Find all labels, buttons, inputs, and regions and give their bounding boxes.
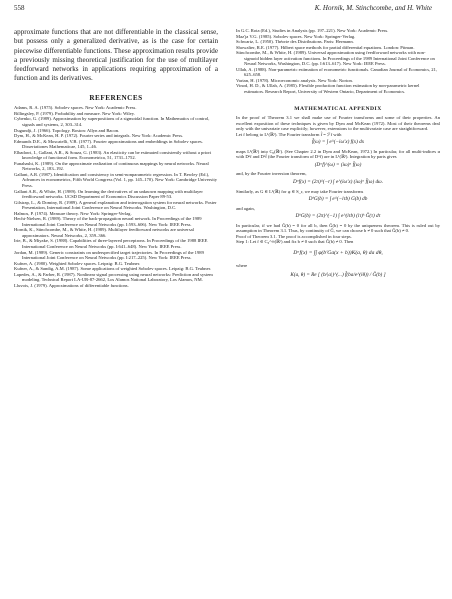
appendix-paragraph: and again, <box>236 205 255 211</box>
reference-entry: Elbadawi, I., Gallant, A.R., & Souza, G. (1983). An elasticity can be estimated consistently without a priori knowledge of functional form. Econometrica, 51, 1731–1752. <box>14 149 212 161</box>
appendix-body <box>236 115 440 278</box>
equation: Dᵅf(x) = (2π)^(−r) ∫ e^(iω′x) (iω)ᵅ f̂(ω) dω. <box>292 179 384 186</box>
reference-entry: Showalter, R.E. (1977). Hilbert space methods for partial differential equations. London: Pitman. <box>236 44 415 50</box>
reference-entry: Vinod, H. D., & Ullah, A. (1985). Flexible production function estimation by non-parametric kernel estimators. Research Report, University of Western Ontario, Department of Economics. <box>236 83 420 95</box>
equation: (Dᵅf)^(ω) = (iω)ᵅ f̂(ω) <box>314 161 362 168</box>
appendix-heading: MATHEMATICAL APPENDIX <box>294 105 382 112</box>
left-column <box>14 28 218 288</box>
equation: DᵏG(b) = ∫ e^(−iτb) G(b) db <box>308 196 368 203</box>
equation: DᵏG(b) = (2π)^(−1) ∫ e^(iτb) (iτ)ᵏ Ĝ(τ) dτ <box>295 213 381 220</box>
appendix-paragraph: In particular, if we had Ĝ(b) = 0 for all b, then Ĝ(b) = 0 by the uniqueness theorem. This is ruled out by assumption in Theorem 3.1. Thus, by continuity of Ĝ, we can choose b ≠ 0 such that Ĝ(b) ≠ 0. <box>236 222 440 234</box>
reference-entry: Funahashi, K. (1989). On the approximate realization of continuous mappings by neural networks. Neural Networks, 2, 183–192. <box>14 160 209 172</box>
reference-entry: In G.C. Rota (Ed.), Studies in Analysis (pp. 197–221). New York: Academic Press. <box>236 28 389 33</box>
equation: K(a, θ) = Re [ (b/|a|)^(...) f̂(ba/e^(iθ)) / Ĝ(b) ] <box>290 272 386 279</box>
reference-entry: Ullah, A. (1988). Non-parametric estimation of econometric functionals. Canadian Journal of Economics, 21, 625–658. <box>236 66 438 78</box>
appendix-paragraph: maps L¹(ℝʳ) into C₀(ℝʳ). (See Chapter 2.2 in Dym and McKean, 1972.) In particular, for all multi-indices α with Dᵅf and Dᵅf̂ (the Fourier transform of Dᵅf) are in L¹(ℝʳ). Integration by parts gives <box>236 148 440 160</box>
right-column <box>236 28 440 284</box>
appendix-paragraph: In the proof of Theorem 3.1 we shall make use of Fourier transforms and some of their properties. An excellent exposition of these techniques is given by Dym and McKean (1972). Most of their theorems deal only with the univariate case explicitly; however, extensions to the multivariate case are straightforward. <box>236 115 440 132</box>
reference-entry: Edmunds D.E., & Moscatelli, V.B. (1977). Fourier approximations and embeddings in Sobolev spaces. Dissertationes Mathematicae, 145, 1–46. <box>14 138 203 150</box>
reference-entry: Gallant A.R., & White, H. (1989). On learning the derivatives of an unknown mapping with multilayer feedforward networks. UCSD Department of Economics Discussion Paper 89-53. <box>14 188 203 200</box>
reference-entry: Varian, H. (1978). Microeconomic analysis. New York: Norton. <box>236 77 353 83</box>
appendix-paragraph: Proof of Theorem 3.1. The proof is accomplished in four steps. <box>236 233 352 239</box>
reference-entry: Halmos, P. (1974). Measure theory. New York: Springer-Verlag. <box>14 210 132 216</box>
equation: Dᵅf(x) = ∫∫ φ(b′Ga(x + b))K(a, θ) da dθ, <box>293 249 383 256</box>
reference-entry: Billingsley, P. (1979). Probability and measure. New York: Wiley. <box>14 110 135 116</box>
appendix-paragraph: Similarly, as G ∈ L¹(ℝ) for φ ∈ S_r, we may take Fourier transforms <box>236 188 364 194</box>
reference-entry: Dym, H., & McKean, H. P. (1972). Fourier series and integrals. New York: Academic Press. <box>14 133 184 139</box>
appendix-paragraph: Step 1: Let f ∈ C₀^∞(ℝʳ) and fix b ≠ 0 such that Ĝ(b) ≠ 0. Then <box>236 239 354 245</box>
reference-entry: Gilstrap, L., & Dominy, R. (1989). A general explanation and interrogation system for neural networks. Poster Presentation, International Joint Conference on Neural Networks. Washington, D.C. <box>14 199 217 211</box>
appendix-paragraph: and, by the Fourier inversion theorem, <box>236 171 307 177</box>
reference-entry: Gallant, A.R. (1987). Identification and consistency in semi-nonparametric regression. In T. Bewley (Ed.), Advances in econometrics, Fifth World Congress (Vol. 1, pp. 145–170). New York: Cambridge University Press. <box>14 171 218 188</box>
page-number: 558 <box>14 4 25 12</box>
reference-entry: Hecht-Nielsen, R. (1989). Theory of the back-propagation neural network. In Proceedings of the 1989 International Joint Conference on Neural Networks (pp. I:593–606). New York: IEEE Press. <box>14 216 202 227</box>
reference-entry: Kufner, A., & Sandig, A.M. (1987). Some applications of weighted Sobolev spaces. Leipzig: B.G. Teubner. <box>14 266 212 272</box>
intro-paragraph: approximate functions that are not differentiable in the classical sense, but possess only a generalized derivative, as is the case for certain piecewise differentiable functions. These approximation results provide a previously missing theoretical justification for the use of multilayer feedforward networks in applications requiring approximation of a function and its derivatives. <box>14 28 218 83</box>
reference-entry: Cybenko, G. (1989). Approximation by superpositions of a sigmoidal function. In Mathematics of control, signals and systems, 2, 303–314. <box>14 116 210 127</box>
right-reference-list <box>236 28 440 95</box>
reference-entry: Jordan, M. (1989). Generic constraints on underspecified target trajectories. In Proceedings of the 1989 International Joint Conference on Neural Networks (pp. I:217–225). New York: IEEE Press. <box>14 249 204 261</box>
left-reference-list <box>14 105 218 288</box>
reference-entry: Dugundji, J. (1966). Topology. Boston: Allyn and Bacon. <box>14 127 120 133</box>
running-header-authors: K. Hornik, M. Stinchcombe, and H. White <box>314 4 432 12</box>
reference-entry: Adams, R. A. (1975). Sobolev spaces. New York: Academic Press. <box>14 105 137 111</box>
appendix-paragraph: where <box>236 262 248 268</box>
appendix-paragraph: Let f belong to L¹(ℝʳ). The Fourier transform f̂ = ℱf with <box>236 131 342 137</box>
reference-entry: Stinchcombe, M., & White, H. (1989). Universal approximation using feedforward networks with non-sigmoid hidden layer activation functions. In Proceedings of the 1989 International Joint Conference on Neural Networks, Washington, D.C. (pp. I:613–617). New York: IEEE Press. <box>236 50 435 67</box>
reference-entry: Irie, B., & Miyake, S. (1988). Capabilities of three-layered perceptrons. In Proceedings of the 1988 IEEE International Conference on Neural Networks (pp. I:641–648). New York: IEEE Press. <box>14 238 208 249</box>
reference-entry: Schwartz, L. (1950). Théorie des Distributions. Paris: Hermann. <box>236 39 354 45</box>
reference-entry: Maz'ja V.G. (1985). Sobolev spaces. New York: Springer-Verlag. <box>236 33 356 39</box>
references-heading: REFERENCES <box>89 93 143 102</box>
reference-entry: Lapedes, A., & Farber, R. (1987). Nonlinear signal processing using neural networks: Prediction and system modeling. Technical Report LA-UR-87-2662, Los Alamos National Laboratory, Los Alamos, NM. <box>14 271 213 283</box>
equation: f̂(ω) = ∫ e^(−iω′x) f(x) dx <box>311 139 365 146</box>
reference-entry: Hornik, K., Stinchcombe, M., & White, H. (1989). Multilayer feedforward networks are universal approximators. Neural Networks, 2, 359–366. <box>14 227 194 238</box>
reference-entry: Kufner, A. (1980). Weighted Sobolev spaces. Leipzig: B.G. Teubner. <box>14 260 141 266</box>
reference-entry: Lluvois, J. (1979). Approximations of differentiable functions. <box>14 282 129 288</box>
